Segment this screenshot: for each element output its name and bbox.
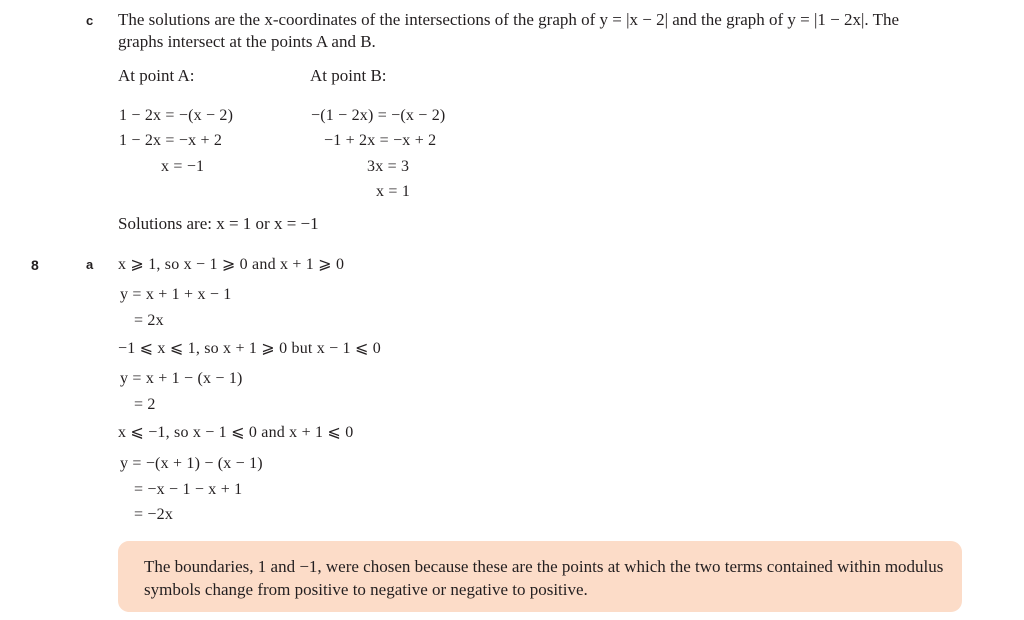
case2-line1: y = x + 1 − (x − 1) (120, 370, 243, 387)
case3-line3: = −2x (134, 506, 174, 523)
note-text: The boundaries, 1 and −1, were chosen because these are the points at which the two terms contained within modulus symbols change from positive to negative or negative to positive. (144, 557, 944, 599)
case3-line1: y = −(x + 1) − (x − 1) (120, 455, 263, 472)
part-c-intro-line2: graphs intersect at the points A and B. (118, 32, 376, 51)
part-c-label: c (86, 13, 94, 28)
case1-line2: = 2x (134, 312, 164, 329)
note-box (118, 541, 962, 612)
point-b-step-3: 3x = 3 (367, 158, 410, 175)
case3-line2: = −x − 1 − x + 1 (134, 481, 243, 498)
question-number: 8 (31, 257, 39, 273)
part-c-intro-line1: The solutions are the x-coordinates of the intersections of the graph of y = |x − 2| and the graph of y = |1 − 2x|. The (118, 10, 900, 29)
point-b-heading: At point B: (310, 66, 387, 85)
case2-line2: = 2 (134, 396, 156, 413)
point-a-heading: At point A: (118, 66, 195, 85)
point-a-step-3: x = −1 (161, 158, 205, 175)
point-b-step-1: −(1 − 2x) = −(x − 2) (311, 107, 446, 124)
point-a-step-2: 1 − 2x = −x + 2 (119, 132, 223, 149)
point-a-step-1: 1 − 2x = −(x − 2) (119, 107, 234, 124)
solutions-line: Solutions are: x = 1 or x = −1 (118, 214, 319, 233)
part-a-label: a (86, 257, 94, 272)
case1-line1: y = x + 1 + x − 1 (120, 286, 232, 303)
case3-condition: x ⩽ −1, so x − 1 ⩽ 0 and x + 1 ⩽ 0 (118, 424, 354, 441)
point-b-step-4: x = 1 (376, 183, 411, 200)
case1-condition: x ⩾ 1, so x − 1 ⩾ 0 and x + 1 ⩾ 0 (118, 256, 345, 273)
point-b-step-2: −1 + 2x = −x + 2 (324, 132, 437, 149)
case2-condition: −1 ⩽ x ⩽ 1, so x + 1 ⩾ 0 but x − 1 ⩽ 0 (118, 340, 381, 357)
